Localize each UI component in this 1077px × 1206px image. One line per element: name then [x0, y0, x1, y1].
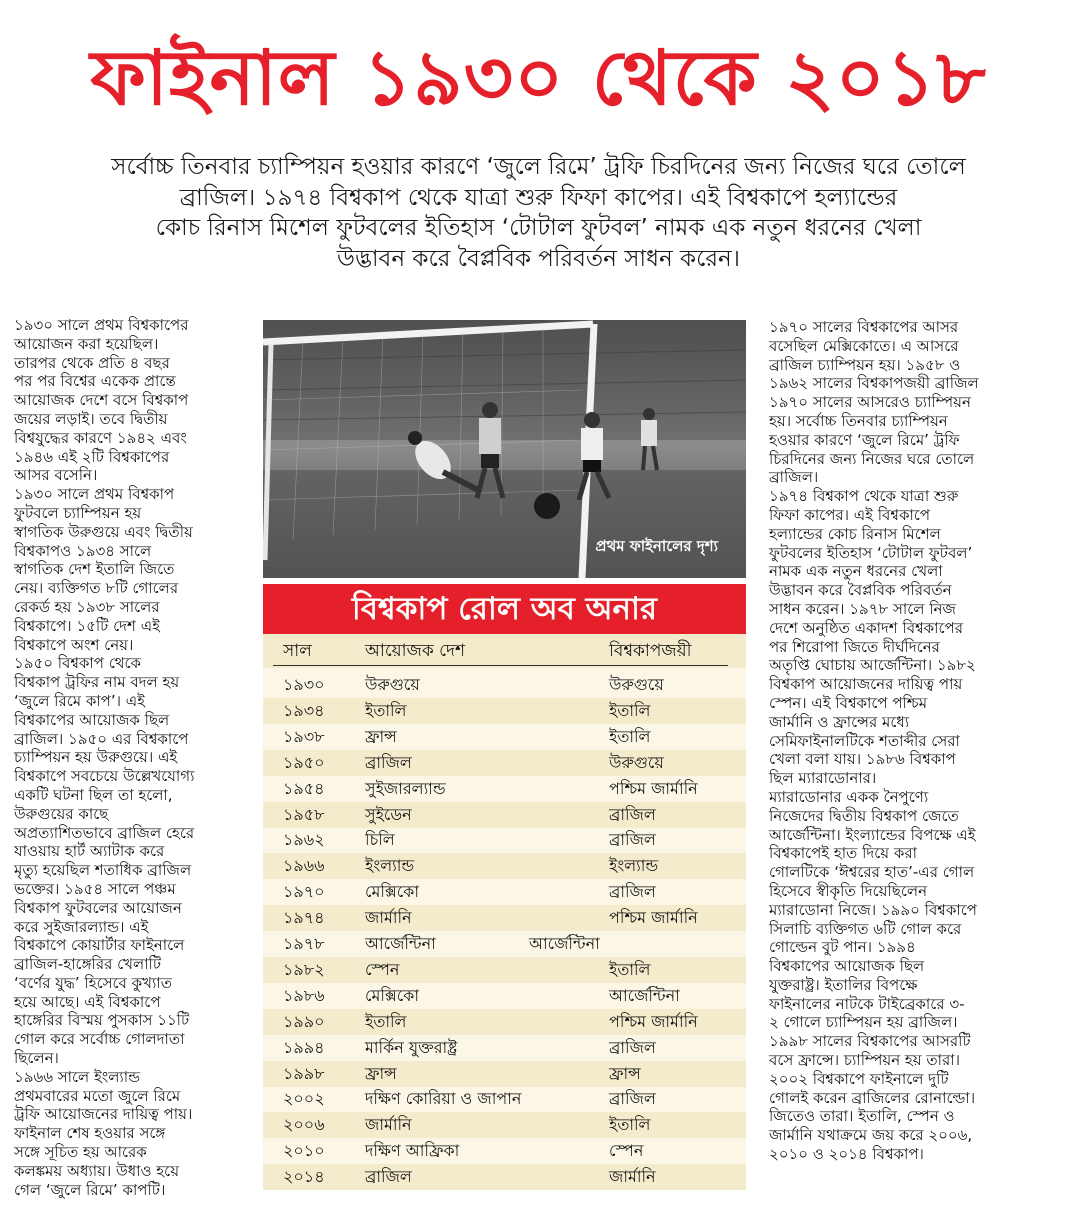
left-column-line: মৃত্যু হয়েছিল শতাধিক ব্রাজিল — [14, 861, 192, 880]
left-column-line: বিশ্বকাপের আয়োজক ছিল — [14, 710, 170, 729]
cell-host: জার্মানি — [365, 908, 412, 928]
cell-year: ১৯৭৪ — [283, 908, 325, 928]
cell-host: মেক্সিকো — [365, 882, 419, 902]
left-column-line: বিশ্বকাপে অংশ নেয়। — [14, 635, 134, 654]
intro-line: উদ্ভাবন করে বৈপ্লবিক পরিবর্তন সাধন করেন। — [337, 245, 740, 272]
right-column-line: সাধন করেন। ১৯৭৮ সালে নিজ — [769, 599, 956, 618]
cell-winner: ফ্রান্স — [609, 1063, 641, 1083]
cell-winner: জার্মানি — [609, 1167, 656, 1187]
cell-year: ১৯৮২ — [283, 959, 325, 979]
left-column-line: ‘বর্ণের যুদ্ধ’ হিসেবে কুখ্যাত — [14, 973, 172, 992]
left-column-line: গেল ‘জুলে রিমে’ কাপটি। — [14, 1180, 166, 1199]
right-column-line: গোলটিকে ‘ঈশ্বরের হাত’-এর গোল — [769, 863, 975, 882]
cell-year: ২০১৪ — [283, 1167, 325, 1187]
left-column-line: বিশ্বকাপও ১৯৩৪ সালে — [14, 541, 152, 560]
cell-winner: পশ্চিম জার্মানি — [609, 908, 698, 928]
right-column-line: গোল্ডেন বুট পান। ১৯৯৪ — [769, 938, 916, 957]
cell-winner: পশ্চিম জার্মানি — [609, 778, 698, 798]
roll-of-honour-table — [263, 634, 746, 1190]
left-column-line: ফাইনাল শেষ হওয়ার সঙ্গে — [14, 1124, 166, 1143]
table-row — [263, 1112, 746, 1138]
right-column-line: ম্যারাডোনা নিজে। ১৯৯০ বিশ্বকাপে — [769, 900, 977, 919]
right-column-line: নিজেদের দ্বিতীয় বিশ্বকাপ জেতে — [769, 806, 959, 825]
cell-winner: ইতালি — [609, 700, 651, 720]
cell-host: ব্রাজিল — [365, 752, 412, 772]
cell-year: ১৯৯৪ — [283, 1037, 325, 1057]
left-column-line: ফুটবলে চ্যাম্পিয়ন হয় — [14, 503, 142, 522]
right-column-line: স্পেন। এই বিশ্বকাপে পশ্চিম — [769, 693, 928, 712]
table-row — [263, 1009, 746, 1035]
table-row — [263, 1138, 746, 1164]
table-row — [263, 853, 746, 879]
cell-year: ১৯৫৮ — [283, 804, 325, 824]
cell-host: ইতালি — [365, 1011, 407, 1031]
left-column-line: বিশ্বযুদ্ধের কারণে ১৯৪২ এবং — [14, 428, 187, 447]
right-column-line: উদ্ভাবন করে বৈপ্লবিক পরিবর্তন — [769, 581, 952, 600]
left-column-line: আয়োজক দেশে বসে বিশ্বকাপ — [14, 391, 189, 410]
cell-host: ফ্রান্স — [365, 726, 397, 746]
right-column-line: খেলা বলা যায়। ১৯৮৬ বিশ্বকাপ — [769, 750, 956, 769]
left-column-line: ১৯৬৬ সালে ইংল্যান্ড — [14, 1067, 141, 1086]
right-column-line: ম্যারাডোনার একক নৈপুণ্যে — [769, 787, 929, 806]
cell-host: দক্ষিণ কোরিয়া ও জাপান — [365, 1089, 522, 1109]
right-column-line: বিশ্বকাপ আয়োজনের দায়িত্ব পায় — [769, 675, 963, 694]
right-column-line: অতৃপ্তি ঘোচায় আর্জেন্টিনা। ১৯৮২ — [769, 656, 976, 675]
header-winner: বিশ্বকাপজয়ী — [609, 641, 692, 661]
left-column-line: বিশ্বকাপ ট্রফির নাম বদল হয় — [14, 673, 180, 692]
left-column-line: হয়ে আছে। এই বিশ্বকাপে — [14, 992, 161, 1011]
right-column-line: ১৯৯৮ সালের বিশ্বকাপের আসরটি — [769, 1032, 971, 1051]
table-row — [263, 672, 746, 698]
right-column-line: ফুটবলের ইতিহাস ‘টোটাল ফুটবল’ — [769, 543, 973, 562]
cell-host: ইংল্যান্ড — [365, 856, 415, 876]
cell-host: ইতালি — [365, 700, 407, 720]
left-column-line: নেয়। ব্যক্তিগত ৮টি গোলের — [14, 579, 179, 598]
cell-host: ফ্রান্স — [365, 1063, 397, 1083]
table-row — [263, 983, 746, 1009]
cell-year: ১৯৭০ — [283, 882, 325, 902]
cell-winner: স্পেন — [609, 1141, 644, 1161]
intro-paragraph — [30, 152, 1047, 274]
right-column-line: হিসেবে স্বীকৃতি দিয়েছিলেন — [769, 881, 928, 900]
photo-caption: প্রথম ফাইনালের দৃশ্য — [595, 537, 718, 555]
table-row — [263, 905, 746, 931]
headline: ফাইনাল ১৯৩০ থেকে ২০১৮ — [90, 33, 987, 122]
cell-year: ১৯৫৪ — [283, 778, 325, 798]
table-row — [263, 698, 746, 724]
right-column-line: জার্মানি ও ফ্রান্সের মধ্যে — [769, 712, 910, 731]
cell-year: ১৯৩৪ — [283, 700, 325, 720]
table-row — [263, 1164, 746, 1190]
right-column-line: নামক এক নতুন ধরনের খেলা — [769, 562, 943, 581]
left-column-line: আসর বসেনি। — [14, 466, 98, 485]
right-column-line: হল্যান্ডের কোচ রিনাস মিশেল — [769, 524, 941, 543]
cell-year: ২০১০ — [283, 1141, 325, 1161]
right-column-line: সিলাচি ব্যক্তিগত ৬টি গোল করে — [769, 919, 962, 938]
cell-year: ১৯৬৬ — [283, 856, 325, 876]
right-column-line: হওয়ার কারণে ‘জুলে রিমে’ ট্রফি — [769, 430, 960, 449]
right-column-line: ব্রাজিল চ্যাম্পিয়ন হয়। ১৯৫৮ ও — [769, 355, 961, 374]
right-column-line: গোলই করেন ব্রাজিলের রোনাল্ডো। — [769, 1088, 976, 1107]
left-column-line: ট্রফি আয়োজনের দায়িত্ব পায়। — [14, 1105, 193, 1124]
cell-host: মার্কিন যুক্তরাষ্ট্র — [365, 1037, 458, 1057]
left-column-line: বিশ্বকাপে কোয়ার্টার ফাইনালে — [14, 936, 185, 955]
right-column-line: সেমিফাইনালটিকে শতাব্দীর সেরা — [769, 731, 960, 750]
right-column-line: পর শিরোপা জিতে দীর্ঘদিনের — [769, 637, 940, 656]
table-header-row — [263, 634, 746, 668]
cell-winner: ইতালি — [609, 726, 651, 746]
cell-winner: ইতালি — [609, 1115, 651, 1135]
left-column-line: হাঙ্গেরির বিস্ময় পুসকাস ১১টি — [14, 1011, 190, 1030]
cell-host: ব্রাজিল — [365, 1167, 412, 1187]
left-column-line: স্বাগতিক উরুগুয়ে এবং দ্বিতীয় — [14, 522, 193, 541]
cell-winner: পশ্চিম জার্মানি — [609, 1011, 698, 1031]
right-column-line: ১৯৭০ সালের বিশ্বকাপের আসর — [769, 318, 959, 336]
cell-winner: ব্রাজিল — [609, 882, 656, 902]
left-column-line: গোল করে সর্বোচ্চ গোলদাতা — [14, 1030, 185, 1049]
cell-winner: ব্রাজিল — [609, 804, 656, 824]
right-column-line: ব্রাজিল। — [769, 468, 819, 487]
cell-year: ১৯৯৮ — [283, 1063, 325, 1083]
table-row — [263, 879, 746, 905]
table-row — [263, 724, 746, 750]
left-column-line: জয়ের লড়াই। তবে দ্বিতীয় — [14, 409, 168, 428]
left-column-line: ছিলেন। — [14, 1049, 59, 1068]
cell-host: জার্মানি — [365, 1115, 412, 1135]
table-row — [263, 776, 746, 802]
cell-winner: ব্রাজিল — [609, 1037, 656, 1057]
cell-host: সুইজারল্যান্ড — [365, 778, 446, 798]
left-column-line: রেকর্ড হয় ১৯৩৮ সালের — [14, 597, 160, 616]
cell-year: ১৯৫০ — [283, 752, 325, 772]
right-column-line: বিশ্বকাপেই হাত দিয়ে করা — [769, 844, 917, 863]
cell-year: ২০০২ — [283, 1089, 325, 1109]
left-column-line: উরুগুয়ের কাছে — [14, 804, 109, 823]
left-column-text — [14, 316, 254, 1199]
cell-winner: উরুগুয়ে — [609, 675, 664, 694]
left-column-line: করে সুইজারল্যান্ড। এই — [14, 917, 149, 936]
cell-year: ২০০৬ — [283, 1115, 325, 1135]
right-column-line: জিতেও তারা। ইতালি, স্পেন ও — [769, 1107, 955, 1126]
right-column-text — [769, 318, 1069, 1164]
table-row — [263, 931, 746, 957]
left-column-line: ‘জুলে রিমে কাপ’। এই — [14, 691, 145, 710]
table-row — [263, 1086, 746, 1112]
right-column-line: ২ গোলে চ্যাম্পিয়ন হয় ব্রাজিল। — [769, 1013, 958, 1032]
intro-line: ব্রাজিল। ১৯৭৪ বিশ্বকাপ থেকে যাত্রা শুরু ফিফা কাপের। এই বিশ্বকাপে হল্যান্ডের — [179, 184, 898, 211]
cell-host: সুইডেন — [365, 804, 412, 824]
left-column-line: পর পর বিশ্বের একেক প্রান্তে — [14, 372, 176, 391]
intro-line: কোচ রিনাস মিশেল ফুটবলের ইতিহাস ‘টোটাল ফুটবল’ নামক এক নতুন ধরনের খেলা — [155, 215, 922, 241]
cell-winner: আর্জেন্টিনা — [609, 985, 680, 1005]
right-column-line: ১৯৭০ সালের আসরেও চ্যাম্পিয়ন — [769, 393, 971, 412]
cell-host: দক্ষিণ আফ্রিকা — [365, 1141, 460, 1161]
right-column-line: ফিফা কাপের। এই বিশ্বকাপে — [769, 505, 931, 524]
left-column-line: তারপর থেকে প্রতি ৪ বছর — [14, 353, 170, 372]
table-title-banner: বিশ্বকাপ রোল অব অনার — [263, 584, 746, 634]
left-column-line: যাওয়ায় হার্ট অ্যাটাক করে — [14, 842, 165, 861]
left-column-line: ভক্তের। ১৯৫৪ সালে পঞ্চম — [14, 879, 176, 898]
left-column-line: সঙ্গে সূচিত হয় আরেক — [14, 1143, 147, 1162]
table-row — [263, 827, 746, 853]
cell-year: ১৯৭৮ — [283, 934, 325, 953]
cell-host: চিলি — [365, 830, 395, 850]
left-column-line: ব্রাজিল। ১৯৫০ এর বিশ্বকাপে — [14, 729, 189, 748]
left-column-line: ১৯৫০ বিশ্বকাপ থেকে — [14, 654, 142, 673]
table-row — [263, 957, 746, 983]
cell-year: ১৯৩৮ — [283, 726, 325, 746]
right-column-line: বিশ্বকাপের আয়োজক ছিল — [769, 957, 925, 976]
right-column-line: ১৯৬২ সালের বিশ্বকাপজয়ী ব্রাজিল — [769, 374, 979, 393]
left-column-line: একটি ঘটনা ছিল তা হলো, — [14, 785, 173, 804]
cell-winner: ইতালি — [609, 959, 651, 979]
header-year: সাল — [283, 641, 312, 661]
right-column-line: ২০০২ বিশ্বকাপে ফাইনালে দুটি — [769, 1069, 949, 1088]
left-column-line: বিশ্বকাপে। ১৫টি দেশ এই — [14, 616, 160, 635]
table-row — [263, 1035, 746, 1061]
header-divider — [273, 665, 728, 666]
left-column-line: কলঙ্কময় অধ্যায়। উধাও হয়ে — [14, 1161, 180, 1180]
cell-year: ১৯৮৬ — [283, 985, 325, 1005]
left-column-line: প্রথমবারের মতো জুলে রিমে — [14, 1086, 181, 1105]
right-column-line: বসেছিল মেক্সিকোতে। এ আসরে — [769, 336, 959, 355]
right-column-line: জার্মানি যথাক্রমে জয় করে ২০০৬, — [769, 1126, 973, 1145]
cell-host: আর্জেন্টিনা — [365, 934, 436, 953]
right-column-line: যুক্তরাষ্ট্র। ইতালির বিপক্ষে — [769, 975, 918, 994]
cell-winner: ইংল্যান্ড — [609, 856, 659, 876]
first-final-photo — [263, 320, 746, 578]
header-host: আয়োজক দেশ — [365, 641, 465, 661]
cell-winner: আর্জেন্টিনা — [529, 934, 600, 953]
left-column-line: ১৯৪৬ এই ২টি বিশ্বকাপের — [14, 447, 170, 466]
table-row — [263, 802, 746, 828]
right-column-line: ২০১০ ও ২০১৪ বিশ্বকাপ। — [769, 1145, 924, 1164]
table-row — [263, 1061, 746, 1087]
left-column-line: বিশ্বকাপে সবচেয়ে উল্লেখযোগ্য — [14, 767, 195, 786]
right-column-line: হয়। সর্বোচ্চ তিনবার চ্যাম্পিয়ন — [769, 411, 948, 430]
left-column-line: ১৯৩০ সালে প্রথম বিশ্বকাপ — [14, 485, 175, 504]
right-column-line: ছিল ম্যারাডোনার। — [769, 769, 877, 788]
table-row — [263, 750, 746, 776]
cell-host: উরুগুয়ে — [365, 675, 420, 694]
left-column-line: চ্যাম্পিয়ন হয় উরুগুয়ে। এই — [14, 748, 178, 767]
right-column-line: দেশে অনুষ্ঠিত একাদশ বিশ্বকাপের — [769, 618, 963, 637]
left-column-line: স্বাগতিক দেশ ইতালি জিতে — [14, 560, 175, 579]
left-column-line: ১৯৩০ সালে প্রথম বিশ্বকাপের — [14, 316, 189, 334]
left-column-line: বিশ্বকাপ ফুটবলের আয়োজন — [14, 898, 182, 917]
cell-year: ১৯৬২ — [283, 830, 325, 850]
cell-winner: ব্রাজিল — [609, 830, 656, 850]
left-column-line: আয়োজন করা হয়েছিল। — [14, 334, 159, 353]
right-column-line: চিরদিনের জন্য নিজের ঘরে তোলে — [769, 449, 975, 468]
cell-winner: উরুগুয়ে — [609, 752, 664, 772]
cell-year: ১৯৩০ — [283, 675, 325, 694]
right-column-line: ফাইনালের নাটকে টাইব্রেকারে ৩- — [769, 994, 965, 1013]
cell-host: স্পেন — [365, 959, 400, 979]
cell-winner: ব্রাজিল — [609, 1089, 656, 1109]
cell-year: ১৯৯০ — [283, 1011, 325, 1031]
right-column-line: বসে ফ্রান্সে। চ্যাম্পিয়ন হয় তারা। — [769, 1051, 960, 1070]
right-column-line: ১৯৭৪ বিশ্বকাপ থেকে যাত্রা শুরু — [769, 487, 959, 506]
right-column-line: আর্জেন্টিনা। ইংল্যান্ডের বিপক্ষে এই — [769, 825, 976, 844]
intro-line: সর্বোচ্চ তিনবার চ্যাম্পিয়ন হওয়ার কারণে ‘জুলে রিমে’ ট্রফি চিরদিনের জন্য নিজের ঘরে তোলে — [111, 154, 966, 180]
left-column-line: ব্রাজিল-হাঙ্গেরির খেলাটি — [14, 955, 162, 974]
cell-host: মেক্সিকো — [365, 985, 419, 1005]
left-column-line: অপ্রত্যাশিতভাবে ব্রাজিল হেরে — [14, 823, 195, 842]
